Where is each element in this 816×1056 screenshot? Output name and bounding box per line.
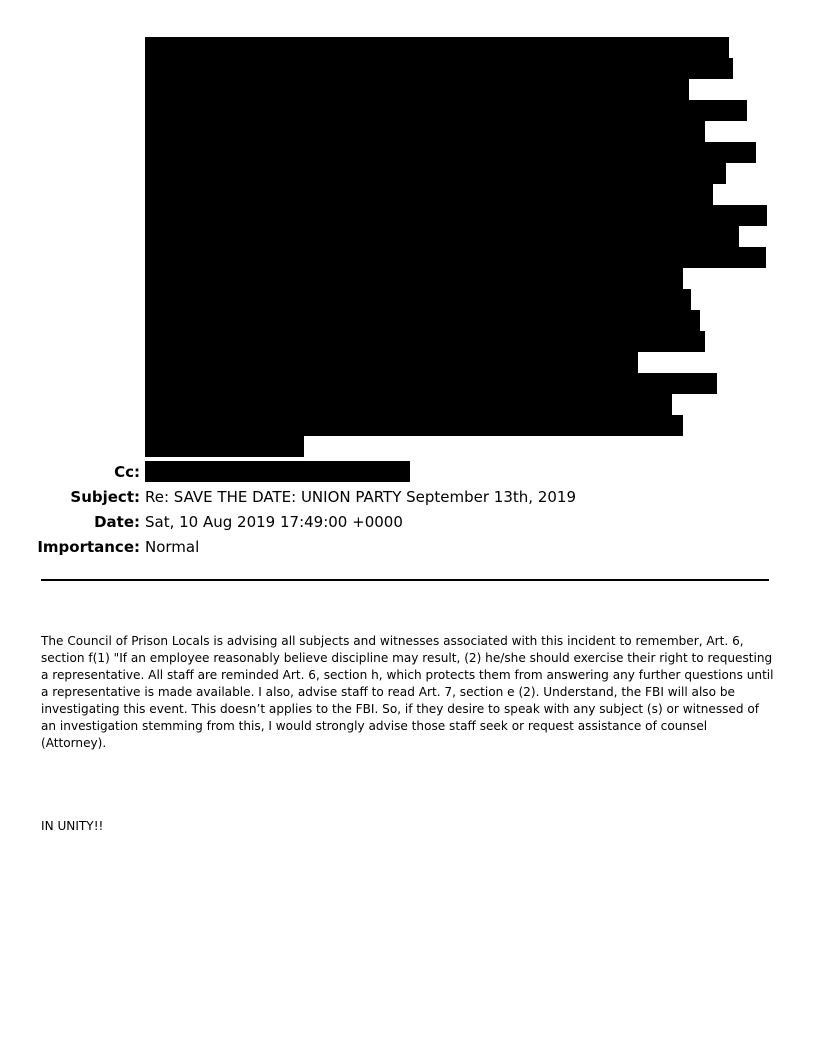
subject-label: Subject: (70, 488, 140, 506)
redaction-bar (145, 394, 672, 415)
redaction-bar (145, 79, 689, 100)
redaction-bar (145, 58, 733, 79)
redaction-bar (145, 289, 691, 310)
redaction-bar (145, 121, 705, 142)
redaction-bar (145, 352, 638, 373)
redaction-bar (145, 184, 713, 205)
message-body: The Council of Prison Locals is advising all subjects and witnesses associated with this incident to remember, Art. 6, section f(1) "If an employee reasonably believe discipline may result, (2) he/she should exercise their right to requesting a representative. All staff are reminded Art. 6, section h, which protects them from answering any further questions until a representative is made available. I also, advise staff to read Art. 7, section e (2). Understand, the FBI will also be investigating this event. This doesn’t applies to the FBI. So, if they desire to speak with any subject (s) or witnessed of an investigation stemming from this, I would strongly advise those staff seek or request assistance of counsel (Attorney). (41, 634, 774, 750)
importance-row (0, 535, 816, 559)
cc-label: Cc: (114, 463, 140, 481)
redaction-bar (145, 247, 766, 268)
redaction-bar (145, 373, 717, 394)
redaction-bar (145, 226, 739, 247)
importance-label: Importance: (37, 538, 140, 556)
importance-value: Normal (145, 538, 200, 556)
redacted-cc (145, 461, 410, 482)
redacted-recipients (145, 37, 785, 457)
redaction-bar (145, 142, 756, 163)
subject-value: Re: SAVE THE DATE: UNION PARTY September 13th, 2019 (145, 488, 576, 506)
date-row (0, 510, 816, 534)
header-divider (41, 579, 769, 581)
redaction-bar (145, 205, 767, 226)
redaction-bar (145, 268, 683, 289)
redaction-bar (145, 37, 729, 58)
redaction-bar (145, 310, 700, 331)
redaction-bar (145, 415, 683, 436)
redaction-bar (145, 100, 747, 121)
redaction-bar (145, 436, 304, 457)
date-value: Sat, 10 Aug 2019 17:49:00 +0000 (145, 513, 403, 531)
message-signoff: IN UNITY!! (41, 819, 104, 833)
redaction-bar (145, 163, 726, 184)
redaction-bar (145, 331, 705, 352)
date-label: Date: (94, 513, 140, 531)
subject-row (0, 485, 816, 509)
